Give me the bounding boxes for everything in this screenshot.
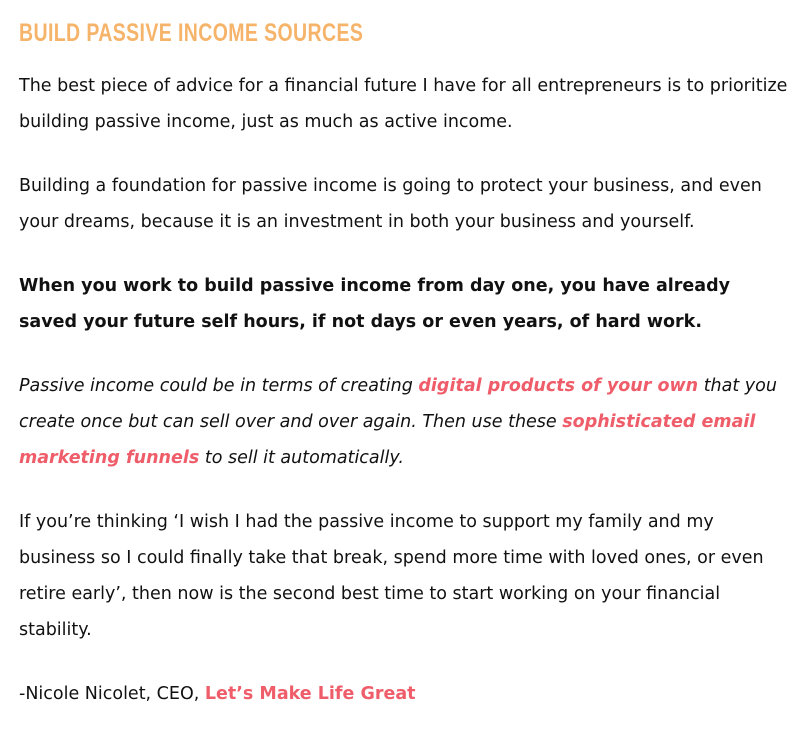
paragraph-text: to sell it automatically. <box>199 448 404 468</box>
signature-line <box>19 676 791 712</box>
link-lets-make-life-great[interactable]: Let’s Make Life Great <box>204 684 416 704</box>
section-heading: BUILD PASSIVE INCOME SOURCES <box>19 19 364 47</box>
paragraph-text: that you create once but can sell over and over again. Then use these <box>19 376 777 432</box>
paragraph-advice: The best piece of advice for a financial future I have for all entrepreneurs is to prioritize building passive income, just as much as active income. <box>19 76 788 132</box>
paragraph-foundation: Building a foundation for passive income is going to protect your business, and even your dreams, because it is an investment in both your business and yourself. <box>19 176 762 232</box>
link-digital-products[interactable]: digital products of your own <box>418 376 699 396</box>
link-email-funnels[interactable]: sophisticated email marketing funnels <box>19 412 756 468</box>
signature-author: -Nicole Nicolet, CEO, <box>19 684 205 704</box>
paragraph-bold-callout: When you work to build passive income from day one, you have already saved your future self hours, if not days or even years, of hard work. <box>19 276 731 332</box>
paragraph-text: Passive income could be in terms of creating <box>19 376 419 396</box>
paragraph-passive-examples <box>19 368 791 476</box>
paragraph-thinking: If you’re thinking ‘I wish I had the passive income to support my family and my business so I could finally take that break, spend more time with loved ones, or even retire early’, then now is the second best time to start working on your financial stability. <box>19 512 764 640</box>
article-section <box>19 0 791 712</box>
